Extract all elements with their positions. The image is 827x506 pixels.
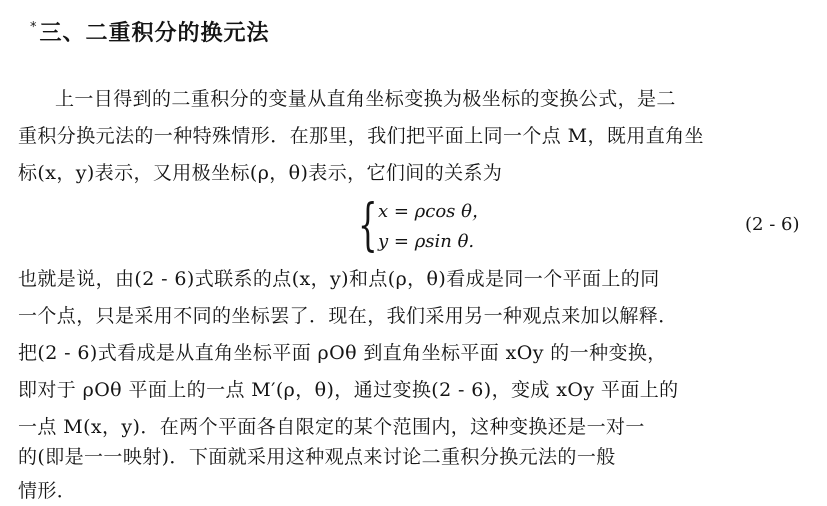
transformation-formula: [358, 193, 518, 258]
paragraph-2-line-1: 也就是说，由(2 - 6)式联系的点(x，y)和点(ρ，θ)看成是同一个平面上的同: [18, 268, 660, 290]
paragraph-2-line-4: 即对于 ρOθ 平面上的一点 M′(ρ，θ)，通过变换(2 - 6)，变成 xOy 平面上的: [18, 379, 679, 401]
paragraph-2-line-2: 一个点，只是采用不同的坐标罢了．现在，我们采用另一种观点来加以解释．: [18, 305, 678, 327]
paragraph-2-line-7: 情形．: [18, 480, 77, 502]
starred-section-marker: *: [30, 20, 38, 35]
formula-line-y: y = ρsin θ.: [378, 231, 475, 252]
equation-number: (2 - 6): [745, 214, 800, 235]
formula-line-x: x = ρcos θ，: [378, 201, 490, 222]
paragraph-1-line-1: 上一目得到的二重积分的变量从直角坐标变换为极坐标的变换公式，是二: [55, 88, 676, 110]
paragraph-2-line-3: 把(2 - 6)式看成是从直角坐标平面 ρOθ 到直角坐标平面 xOy 的一种变换，: [18, 342, 667, 364]
section-heading: [30, 10, 270, 52]
left-brace: {: [358, 193, 378, 258]
paragraph-1-line-2: 重积分换元法的一种特殊情形．在那里，我们把平面上同一个点 M，既用直角坐: [18, 125, 704, 147]
section-title: 三、二重积分的换元法: [39, 21, 270, 46]
paragraph-1-line-3: 标(x，y)表示，又用极坐标(ρ，θ)表示，它们间的关系为: [18, 162, 503, 184]
paragraph-2-line-5: 一点 M(x，y)．在两个平面各自限定的某个范围内，这种变换还是一对一: [18, 416, 645, 438]
paragraph-2-line-6: 的(即是一一映射)．下面就采用这种观点来讨论二重积分换元法的一般: [18, 446, 616, 468]
